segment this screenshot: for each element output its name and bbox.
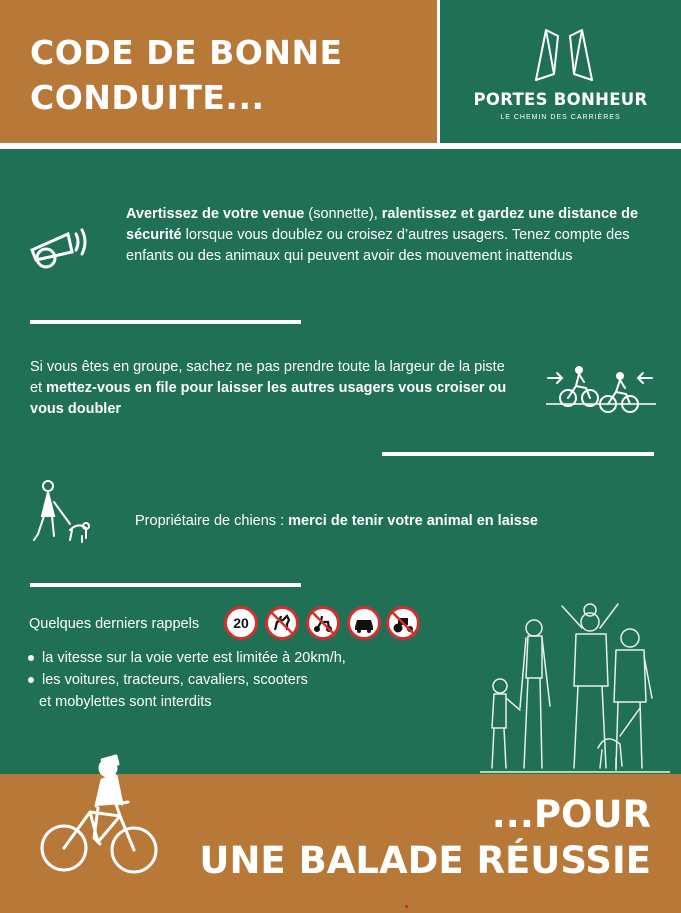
page-title (30, 30, 343, 120)
reminder-bullet-3 (39, 692, 211, 713)
reminder-bullet-2 (28, 670, 308, 691)
dog-walker-icon (30, 478, 92, 548)
reminder-bullet-3-text: et mobylettes sont interdits (39, 694, 212, 710)
rule-1-text-a: (sonnette), (304, 206, 382, 222)
bullet-dot (28, 677, 34, 683)
divider-3 (30, 583, 301, 587)
rule-1-text-b: lorsque vous doublez ou croisez d’autres usagers. Tenez compte des enfants ou des animaux qui peuvent avoir des mouvement inattendus (126, 227, 630, 264)
title-line-2: CONDUITE... (30, 78, 265, 117)
reminder-bullet-1 (28, 648, 346, 669)
brand-tagline: LE CHEMIN DES CARRIÈRES (500, 114, 621, 121)
no-tractors-icon (386, 606, 420, 640)
portes-bonheur-logo-icon (530, 26, 598, 86)
rule-3-text-a: Propriétaire de chiens : (135, 513, 289, 529)
cyclists-passing-icon (546, 364, 656, 418)
rule-1-bold-a: Avertissez de votre venue (126, 206, 305, 222)
rule-2-text (30, 357, 515, 420)
rule-1-text (126, 204, 656, 267)
reminder-bullet-2-text: les voitures, tracteurs, cavaliers, scooters (42, 672, 308, 688)
divider-2 (382, 452, 654, 456)
divider-1 (30, 320, 301, 324)
cyclist-icon (36, 746, 160, 876)
no-horses-icon (265, 606, 299, 640)
print-mark (405, 905, 408, 908)
no-cars-icon (347, 606, 381, 640)
brand-name: PORTES BONHEUR (473, 90, 648, 109)
rule-3-bold-a: merci de tenir votre animal en laisse (288, 513, 538, 529)
reminders-heading: Quelques derniers rappels (29, 616, 200, 632)
family-walking-illustration (480, 598, 670, 774)
rule-1-bold-b: ralentissez et gardez une distance de sécurité (126, 206, 639, 243)
reminder-bullet-1-text: la vitesse sur la voie verte est limitée à 20km/h, (42, 650, 346, 666)
speed-limit-value: 20 (233, 615, 249, 631)
rule-2-bold-a: mettez-vous en file pour laisser les autres usagers vous croiser ou vous doubler (30, 380, 507, 417)
horn-icon (28, 220, 92, 272)
bullet-dot (28, 655, 34, 661)
no-scooters-icon (306, 606, 340, 640)
rule-3-text (135, 511, 655, 532)
footer-slogan-line-2: UNE BALADE RÉUSSIE (199, 839, 651, 882)
footer-slogan-line-1: ...POUR (491, 793, 651, 836)
title-line-1: CODE DE BONNE (30, 33, 343, 72)
rule-2-text-a: Si vous êtes en groupe, sachez ne pas prendre toute la largeur de la piste et (30, 359, 505, 396)
